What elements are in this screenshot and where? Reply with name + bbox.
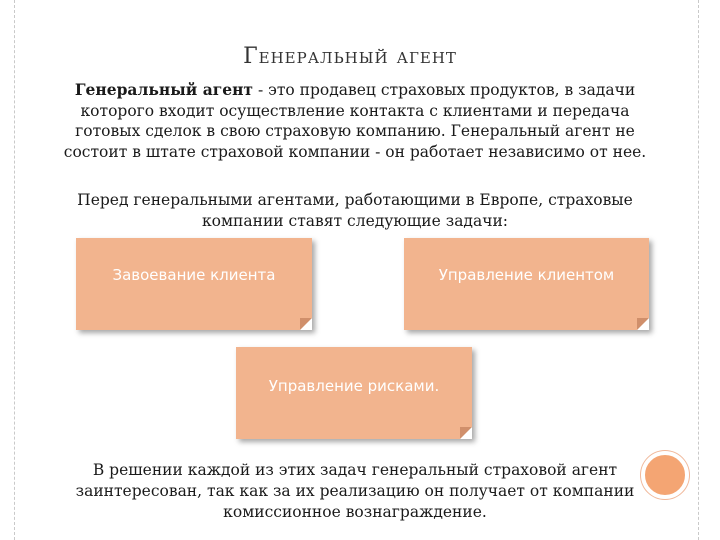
task-box-manage-client	[404, 238, 649, 330]
page-curl-icon	[300, 318, 312, 330]
task-label: Завоевание клиента	[112, 266, 276, 284]
intro-text: - это продавец страховых продуктов, в задачи которого входит осуществление контакта с клиентами и передача готовых сделок в свою страховую компанию. Генеральный агент не состоит в штате страховой компании - он работает независимо от нее.	[63, 81, 647, 161]
left-border-line	[14, 0, 15, 540]
task-label: Управление рисками.	[268, 377, 440, 395]
intro-term: Генеральный агент	[74, 80, 254, 99]
right-border-line	[698, 0, 699, 540]
conclusion-paragraph: В решении каждой из этих задач генеральный страховой агент заинтересован, так как за их реализацию он получает от компании комиссионное вознаграждение.	[75, 461, 635, 521]
page-curl-icon	[637, 318, 649, 330]
task-box-manage-risks	[236, 347, 472, 439]
task-box-win-client	[76, 238, 312, 330]
decorative-circle-icon	[641, 451, 689, 499]
slide-title: Генеральный агент	[243, 44, 457, 69]
task-label: Управление клиентом	[438, 266, 615, 284]
lead-paragraph: Перед генеральными агентами, работающими в Европе, страховые компании ставят следующие задачи:	[77, 191, 633, 230]
intro-paragraph	[50, 80, 660, 162]
page-curl-icon	[460, 427, 472, 439]
